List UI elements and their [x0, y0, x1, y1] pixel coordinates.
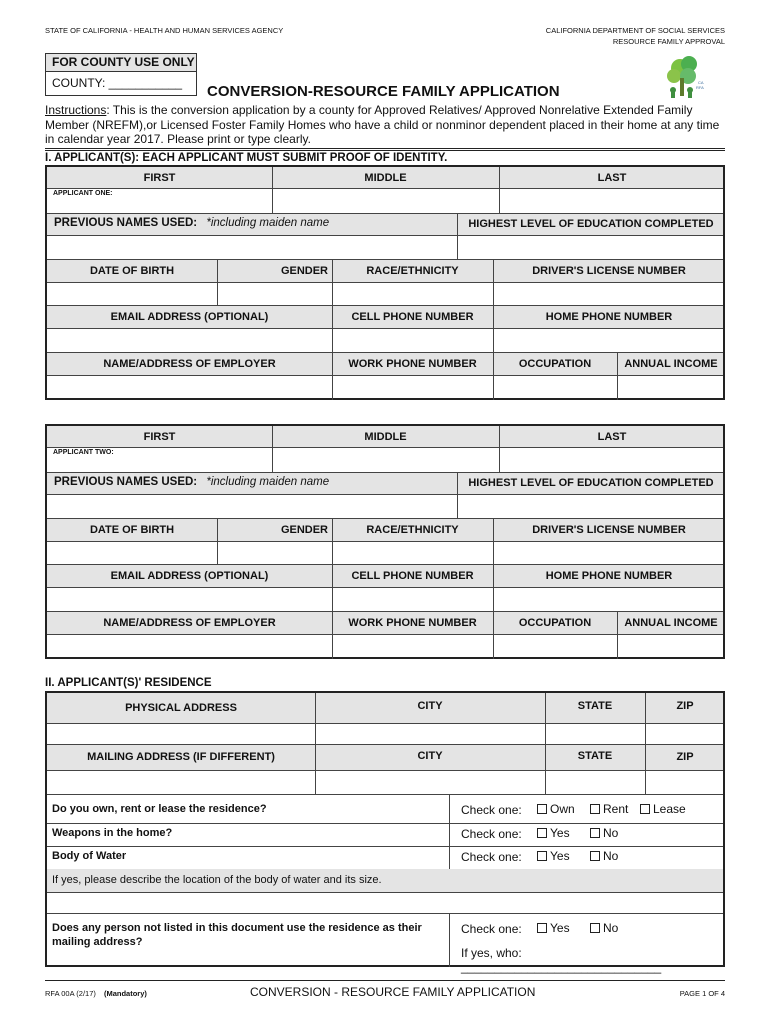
home-phone-input[interactable]: [495, 329, 723, 351]
dob-header: DATE OF BIRTH: [89, 264, 175, 277]
weapons-yes-option[interactable]: [537, 826, 570, 840]
occupation-input[interactable]: [495, 376, 615, 398]
weapons-no-option[interactable]: [590, 826, 618, 840]
employer-input[interactable]: [49, 635, 330, 657]
last-name-input[interactable]: [501, 448, 723, 471]
income-header: ANNUAL INCOME: [624, 357, 718, 370]
dob-input[interactable]: [49, 542, 215, 563]
city-header: CITY: [417, 700, 443, 712]
mailing-zip-input[interactable]: [647, 771, 723, 793]
zip-header: ZIP: [676, 751, 694, 763]
education-header: HIGHEST LEVEL OF EDUCATION COMPLETED: [468, 218, 714, 230]
race-header: RACE/ETHNICITY: [366, 523, 459, 536]
county-use-box: [45, 53, 197, 96]
checkbox-icon[interactable]: [537, 828, 547, 838]
checkbox-icon[interactable]: [590, 923, 600, 933]
no-label: No: [603, 849, 619, 863]
prev-names-input[interactable]: [49, 495, 455, 517]
applicant-one-table: [45, 165, 725, 400]
education-header: HIGHEST LEVEL OF EDUCATION COMPLETED: [468, 477, 714, 489]
rent-option[interactable]: [590, 802, 628, 816]
checkbox-icon[interactable]: [590, 804, 600, 814]
prev-names-header: [54, 217, 329, 229]
mailing-address-input[interactable]: [49, 771, 313, 793]
residence-table: [45, 691, 725, 974]
footer-title: CONVERSION - RESOURCE FAMILY APPLICATION: [250, 985, 536, 999]
city-header: CITY: [417, 750, 443, 762]
prev-names-label: PREVIOUS NAMES USED:: [54, 217, 198, 229]
prev-names-note: *including maiden name: [206, 476, 330, 488]
own-rent-question: Do you own, rent or lease the residence?: [52, 803, 267, 815]
middle-name-input[interactable]: [274, 189, 497, 212]
education-input[interactable]: [459, 236, 723, 258]
occupation-header: OCCUPATION: [518, 357, 592, 370]
license-input[interactable]: [495, 283, 723, 304]
department-line: CALIFORNIA DEPARTMENT OF SOCIAL SERVICES: [545, 26, 725, 35]
dob-header: DATE OF BIRTH: [89, 523, 175, 536]
mailing-use-question: Does any person not listed in this document use the residence as their mailing address?: [52, 922, 422, 948]
county-use-title: FOR COUNTY USE ONLY: [46, 54, 196, 72]
state-header: STATE: [577, 700, 613, 712]
last-name-header: LAST: [597, 171, 627, 184]
gender-input[interactable]: [219, 542, 330, 563]
income-header: ANNUAL INCOME: [624, 616, 718, 629]
weapons-question: Weapons in the home?: [52, 827, 173, 839]
if-yes-who-field[interactable]: If yes, who: ______________________________: [461, 946, 662, 974]
form-number: RFA 00A (2/17): [45, 989, 96, 998]
prev-names-header: [54, 476, 329, 488]
own-label: Own: [550, 802, 575, 816]
education-input[interactable]: [459, 495, 723, 517]
cell-header: CELL PHONE NUMBER: [351, 310, 474, 323]
svg-text:RFA: RFA: [696, 85, 704, 90]
income-input[interactable]: [619, 376, 723, 398]
mailing-state-input[interactable]: [547, 771, 643, 793]
lease-label: Lease: [653, 802, 686, 816]
income-input[interactable]: [619, 635, 723, 657]
water-description-input[interactable]: [49, 893, 725, 912]
water-no-option[interactable]: [590, 849, 618, 863]
gender-header: GENDER: [280, 523, 328, 536]
county-field[interactable]: COUNTY: ___________: [52, 76, 183, 90]
lease-option[interactable]: [640, 802, 686, 816]
instructions-text: : This is the conversion application by a county for Approved Relatives/ Approved Nonrelative Extended Family Member (NREFM),or Licensed Foster Family Homes who have a child or nonminor dependent placed in their home at any time in calendar year 2017. Please print or type clearly.: [45, 103, 720, 146]
page-title: CONVERSION-RESOURCE FAMILY APPLICATION: [207, 83, 560, 100]
cell-input[interactable]: [334, 329, 491, 351]
zip-input[interactable]: [647, 724, 723, 743]
gender-header: GENDER: [280, 264, 328, 277]
water-question: Body of Water: [52, 850, 127, 862]
yes-label: Yes: [550, 849, 570, 863]
section1-title: I. APPLICANT(S): EACH APPLICANT MUST SUBMIT PROOF OF IDENTITY.: [45, 152, 448, 164]
water-yes-option[interactable]: [537, 849, 570, 863]
agency-header: STATE OF CALIFORNIA - HEALTH AND HUMAN SERVICES AGENCY: [45, 26, 284, 35]
applicant-two-label: APPLICANT TWO:: [53, 449, 114, 456]
email-header: EMAIL ADDRESS (OPTIONAL): [110, 310, 269, 323]
cell-header: CELL PHONE NUMBER: [351, 569, 474, 582]
section2-title: II. APPLICANT(S)' RESIDENCE: [45, 677, 212, 689]
state-input[interactable]: [547, 724, 643, 743]
license-header: DRIVER'S LICENSE NUMBER: [532, 523, 686, 536]
checkbox-icon[interactable]: [537, 923, 547, 933]
cell-input[interactable]: [334, 588, 491, 610]
mailing-city-input[interactable]: [317, 771, 543, 793]
first-name-header: FIRST: [143, 430, 176, 443]
check-one-label: Check one:: [461, 850, 522, 864]
first-name-input[interactable]: [49, 459, 270, 471]
yes-label: Yes: [550, 826, 570, 840]
first-name-header: FIRST: [143, 171, 176, 184]
check-one-label: Check one:: [461, 922, 522, 936]
form-id: [45, 989, 147, 998]
middle-name-header: MIDDLE: [364, 171, 407, 184]
middle-name-header: MIDDLE: [364, 430, 407, 443]
race-input[interactable]: [334, 542, 491, 563]
race-header: RACE/ETHNICITY: [366, 264, 459, 277]
email-input[interactable]: [49, 588, 330, 610]
license-header: DRIVER'S LICENSE NUMBER: [532, 264, 686, 277]
prev-names-input[interactable]: [49, 236, 455, 258]
mailing-address-header: MAILING ADDRESS (IF DIFFERENT): [87, 751, 275, 763]
city-input[interactable]: [317, 724, 543, 743]
work-phone-header: WORK PHONE NUMBER: [348, 616, 477, 629]
employer-input[interactable]: [49, 376, 330, 398]
work-phone-input[interactable]: [334, 635, 491, 657]
checkbox-icon[interactable]: [590, 828, 600, 838]
email-input[interactable]: [49, 329, 330, 351]
home-phone-header: HOME PHONE NUMBER: [545, 569, 673, 582]
page-number: PAGE 1 OF 4: [679, 989, 725, 998]
checkbox-icon[interactable]: [537, 851, 547, 861]
employer-header: NAME/ADDRESS OF EMPLOYER: [103, 357, 276, 370]
division-line: RESOURCE FAMILY APPROVAL: [612, 37, 725, 46]
middle-name-input[interactable]: [274, 448, 497, 471]
mailing-no-option[interactable]: [590, 921, 618, 935]
home-phone-input[interactable]: [495, 588, 723, 610]
physical-address-header: PHYSICAL ADDRESS: [125, 702, 237, 714]
svg-text:CA: CA: [698, 80, 704, 85]
prev-names-label: PREVIOUS NAMES USED:: [54, 476, 198, 488]
own-option[interactable]: [537, 802, 575, 816]
physical-address-input[interactable]: [49, 724, 313, 743]
home-phone-header: HOME PHONE NUMBER: [545, 310, 673, 323]
mandatory-label: (Mandatory): [103, 989, 147, 998]
last-name-header: LAST: [597, 430, 627, 443]
instructions: [45, 103, 725, 147]
checkbox-icon[interactable]: [640, 804, 650, 814]
water-description-label: If yes, please describe the location of the body of water and its size.: [52, 874, 382, 886]
applicant-two-table: [45, 424, 725, 659]
applicant-one-label: APPLICANT ONE:: [53, 190, 113, 197]
last-name-input[interactable]: [501, 189, 723, 212]
employer-header: NAME/ADDRESS OF EMPLOYER: [103, 616, 276, 629]
dob-input[interactable]: [49, 283, 215, 304]
occupation-header: OCCUPATION: [518, 616, 592, 629]
checkbox-icon[interactable]: [537, 804, 547, 814]
no-label: No: [603, 826, 619, 840]
check-one-label: Check one:: [461, 803, 522, 817]
mailing-yes-option[interactable]: [537, 921, 570, 935]
prev-names-note: *including maiden name: [206, 217, 330, 229]
yes-label: Yes: [550, 921, 570, 935]
work-phone-header: WORK PHONE NUMBER: [348, 357, 477, 370]
no-label: No: [603, 921, 619, 935]
occupation-input[interactable]: [495, 635, 615, 657]
race-input[interactable]: [334, 283, 491, 304]
email-header: EMAIL ADDRESS (OPTIONAL): [110, 569, 269, 582]
rent-label: Rent: [603, 802, 629, 816]
gender-input[interactable]: [219, 283, 330, 304]
instructions-label: Instructions: [45, 103, 107, 117]
checkbox-icon[interactable]: [590, 851, 600, 861]
work-phone-input[interactable]: [334, 376, 491, 398]
check-one-label: Check one:: [461, 827, 522, 841]
state-header: STATE: [577, 750, 613, 762]
rfa-logo-icon: [658, 54, 714, 100]
license-input[interactable]: [495, 542, 723, 563]
first-name-input[interactable]: [49, 200, 270, 212]
department-header: [546, 26, 725, 46]
zip-header: ZIP: [676, 700, 694, 712]
